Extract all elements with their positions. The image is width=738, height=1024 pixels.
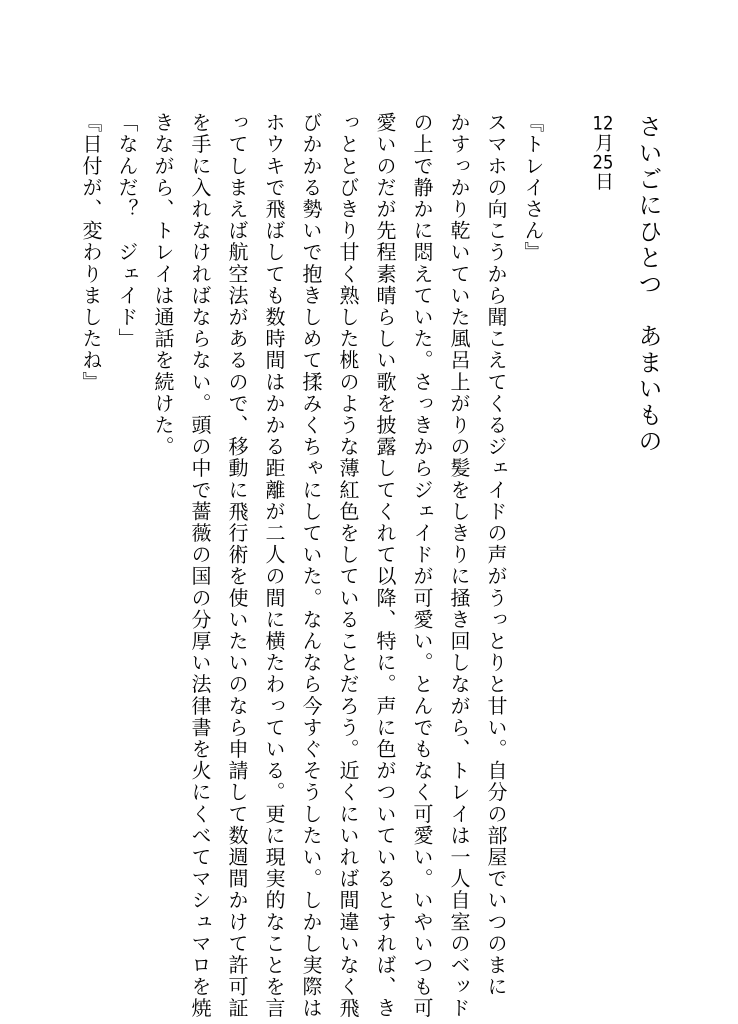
date-day: 25 [592,152,614,172]
text-line-6: っととびきり甘く熟した桃のような薄紅色をしていることだろう。近くにいれば間違いなく飛 [336,112,360,1020]
text-line-3: かすっかり乾いていた風呂上がりの髪をしきりに掻き回しながら、トレイは一人自室のベッド [447,112,471,1020]
text-line-13: 『日付が、変わりましたね』 [79,112,103,393]
text-line-1: 『トレイさん』 [521,112,545,264]
date-month: 12 [592,114,614,133]
text-line-9: ってしまえば航空法があるので、移動に飛行術を使いたいのなら申請して数週間かけて許可証 [225,112,249,1020]
text-line-7: びかかる勢いで抱きしめて揉みくちゃにしていた。なんなら今すぐそうしたい。しかし実際は [299,112,323,1020]
text-line-2: スマホの向こうから聞こえてくるジェイドの声がうっとりと甘い。自分の部屋でいつのまに [484,112,508,998]
date-month-unit: 月 [592,133,614,153]
text-line-12: 「なんだ？ ジェイド」 [115,112,139,350]
date-day-unit: 日 [592,171,614,191]
text-line-4: の上で静かに悶えていた。さっきからジェイドが可愛い。とんでもなく可愛い。いやいつも可 [410,112,434,1020]
story-title: さいごにひとつ あまいもの [634,114,662,455]
story-date [593,114,612,191]
text-line-11: きながら、トレイは通話を続けた。 [151,112,175,458]
text-line-10: を手に入れなければならない。頭の中で薔薇の国の分厚い法律書を火にくべてマシュマロを焼 [188,112,212,1020]
text-line-8: ホウキで飛ばしても数時間はかかる距離が二人の間に横たわっている。更に現実的なことを言 [262,112,286,1020]
text-line-5: 愛いのだが先程素晴らしい歌を披露してくれて以降、特に。声に色がついているとすれば、き [373,112,397,1020]
